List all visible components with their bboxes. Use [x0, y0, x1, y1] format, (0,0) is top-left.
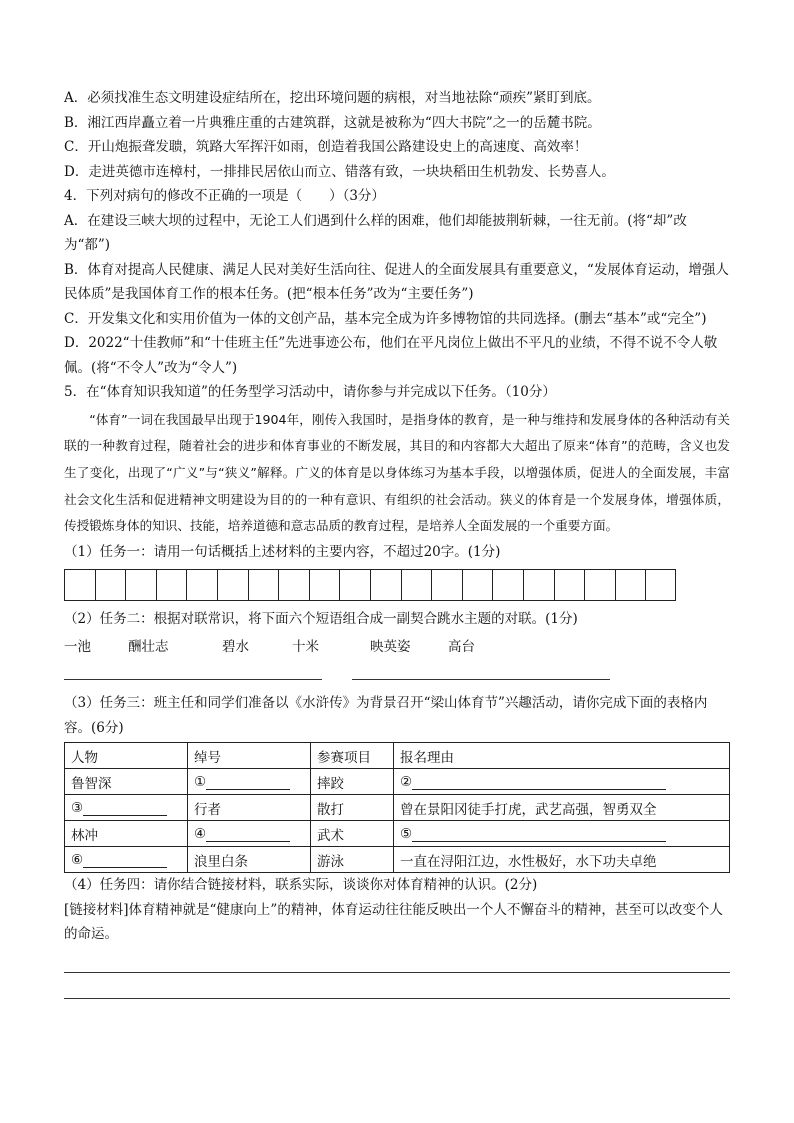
grid-cell[interactable] [64, 569, 95, 601]
answer-line-2[interactable] [64, 998, 730, 999]
header-cell: 绰号 [188, 743, 311, 769]
table-row [65, 847, 730, 873]
question-5-stem: 5．在“体育知识我知道”的任务型学习活动中，请你参与并完成以下任务。（10分） [64, 384, 556, 400]
grid-cell[interactable] [401, 569, 432, 601]
option-d: D．走进英德市连樟村，一排排民居依山而立、错落有致，一块块稻田生机勃发、长势喜人。 [64, 163, 615, 180]
table-cell[interactable] [188, 821, 311, 847]
task-3-prompt: （3）任务三：班主任和同学们准备以《水浒传》为背景召开“梁山体育节”兴趣活动，请你完成下面的表格内容。(6分) [64, 695, 708, 736]
grid-cell[interactable] [95, 569, 126, 601]
header-cell: 参赛项目 [311, 743, 394, 769]
grid-cell[interactable] [523, 569, 554, 601]
blank-marker: ② [400, 773, 413, 790]
phrase: 酬壮志 [128, 639, 169, 656]
task-1-prompt: （1）任务一：请用一句话概括上述材料的主要内容，不超过20字。(1分) [64, 544, 501, 561]
option-b: B．湘江西岸矗立着一片典雅庄重的古建筑群，这就是被称为“四大书院”之一的岳麓书院。 [64, 114, 601, 131]
table-row [65, 769, 730, 795]
phrase: 映英姿 [370, 639, 411, 656]
grid-cell[interactable] [462, 569, 493, 601]
header-cell: 人物 [65, 743, 188, 769]
task-2-prompt: （2）任务二：根据对联常识，将下面六个短语组合成一副契合跳水主题的对联。(1分) [64, 610, 578, 627]
table-cell: 鲁智深 [65, 769, 188, 795]
table-header-row [65, 743, 730, 769]
phrase: 十米 [292, 639, 319, 656]
grid-cell[interactable] [248, 569, 279, 601]
grid-cell[interactable] [584, 569, 615, 601]
question-4-option-d: D．2022“十佳教师”和“十佳班主任”先进事迹公布，他们在平凡岗位上做出不平凡的业绩，不得不说不令人敬佩。(将“不令人”改为“令人”) [64, 335, 718, 376]
answer-line-1[interactable] [64, 972, 730, 973]
grid-cell[interactable] [370, 569, 401, 601]
task-4-prompt: （4）任务四：请你结合链接材料，联系实际，谈谈你对体育精神的认识。(2分) [64, 877, 538, 894]
table-row [65, 821, 730, 847]
header-cell: 报名理由 [394, 743, 730, 769]
reading-passage [64, 407, 730, 541]
blank-marker: ④ [194, 825, 207, 842]
phrase: 一池 [64, 639, 91, 656]
registration-table [64, 742, 730, 873]
table-cell[interactable] [65, 847, 188, 873]
option-c: C．开山炮振聋发聩，筑路大军挥汗如雨，创造着我国公路建设史上的高速度、高效率！ [64, 139, 588, 155]
phrase-list [64, 633, 730, 661]
table-cell: 游泳 [311, 847, 394, 873]
passage-text: “体育”一词在我国最早出现于1904年，刚传入我国时，是指身体的教育，是一种与维持和发展身体的各种活动有关联的一种教育过程，随着社会的进步和体育事业的不断发展，其目的和内容都大大超出了原来“体育”的范畴，含义也发生了变化，出现了“广义”与“狭义”解释。广义的体育是以身体练习为基本手段，以增强体质，促进人的全面发展，丰富社会文化生活和促进精神文明建设为目的的一种有意识、有组织的社会活动。狭义的体育是一个发展身体，增强体质，传授锻炼身体的知识、技能，培养道德和意志品质的教育过程，是培养人全面发展的一个重要方面。 [64, 411, 730, 534]
answer-blank[interactable] [412, 775, 666, 790]
grid-cell[interactable] [645, 569, 676, 601]
table-cell: 一直在浔阳江边，水性极好，水下功夫卓绝 [394, 847, 730, 873]
answer-blank[interactable] [83, 801, 167, 816]
blank-marker: ③ [71, 799, 84, 816]
table-cell: 浪里白条 [188, 847, 311, 873]
table-cell: 曾在景阳冈徒手打虎，武艺高强，智勇双全 [394, 795, 730, 821]
question-4-option-c: C．开发集文化和实用价值为一体的文创产品，基本完全成为许多博物馆的共同选择。(删去“基本”或“完全”) [64, 310, 707, 327]
table-cell[interactable] [65, 795, 188, 821]
couplet-line-2[interactable] [352, 679, 610, 680]
grid-cell[interactable] [125, 569, 156, 601]
table-cell: 摔跤 [311, 769, 394, 795]
link-material: [链接材料]体育精神就是“健康向上”的精神，体育运动往往能反映出一个人不懈奋斗的精神，甚至可以改变个人的命运。 [64, 901, 723, 943]
grid-cell[interactable] [186, 569, 217, 601]
grid-cell[interactable] [217, 569, 248, 601]
question-4-option-a: A．在建设三峡大坝的过程中，无论工人们遇到什么样的困难，他们却能披荆斩棘，一往无前。(将“却”改为“都”) [64, 212, 687, 253]
answer-blank[interactable] [412, 827, 666, 842]
couplet-answer-lines [64, 661, 730, 691]
phrase: 碧水 [222, 639, 249, 656]
blank-marker: ⑤ [400, 825, 413, 842]
grid-cell[interactable] [554, 569, 585, 601]
blank-marker: ⑥ [71, 851, 84, 868]
grid-cell[interactable] [615, 569, 646, 601]
table-cell: 武术 [311, 821, 394, 847]
exam-page [64, 86, 730, 999]
question-4-stem: 4．下列对病句的修改不正确的一项是（ ）（3分） [64, 188, 385, 204]
grid-cell[interactable] [339, 569, 370, 601]
answer-grid[interactable] [64, 569, 730, 601]
table-row [65, 795, 730, 821]
table-cell[interactable] [394, 821, 730, 847]
grid-cell[interactable] [278, 569, 309, 601]
table-cell: 林冲 [65, 821, 188, 847]
couplet-line-1[interactable] [64, 679, 322, 680]
grid-cell[interactable] [309, 569, 340, 601]
answer-blank[interactable] [83, 853, 167, 868]
grid-cell[interactable] [492, 569, 523, 601]
table-cell[interactable] [394, 769, 730, 795]
phrase: 高台 [448, 639, 475, 656]
table-cell: 散打 [311, 795, 394, 821]
option-a: A．必须找准生态文明建设症结所在，挖出环境问题的病根，对当地祛除“顽疾”紧盯到底。 [64, 90, 601, 106]
blank-marker: ① [194, 773, 207, 790]
table-cell: 行者 [188, 795, 311, 821]
answer-blank[interactable] [206, 775, 290, 790]
question-4-option-b: B．体育对提高人民健康、满足人民对美好生活向往、促进人的全面发展具有重要意义，“发展体育运动，增强人民体质”是我国体育工作的根本任务。(把“根本任务”改为“主要任务”) [64, 261, 729, 302]
table-cell[interactable] [188, 769, 311, 795]
answer-blank[interactable] [206, 827, 290, 842]
grid-cell[interactable] [431, 569, 462, 601]
grid-cell[interactable] [156, 569, 187, 601]
